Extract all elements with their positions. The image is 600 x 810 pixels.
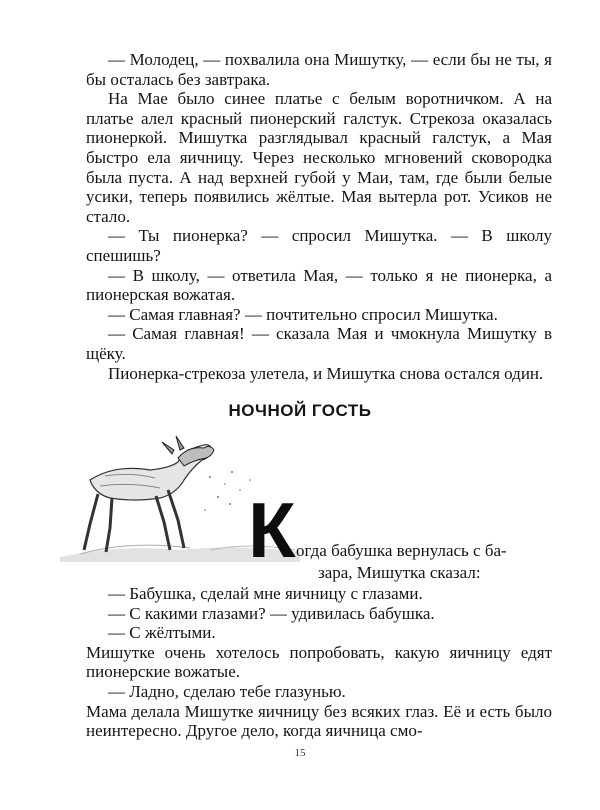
paragraph: — С жёлтыми. bbox=[108, 623, 216, 643]
paragraph: Мишутке очень хотелось попробовать, какую яичницу едят пионерские вожатые. bbox=[86, 642, 552, 682]
paragraph: — Ладно, сделаю тебе глазунью. bbox=[108, 681, 346, 701]
dropcap-line-1: огда бабушка вернулась с ба- bbox=[296, 541, 507, 560]
text-block-top bbox=[86, 50, 552, 383]
paragraph: Пионерка-стрекоза улетела, и Мишутка снова остался один. bbox=[108, 363, 544, 383]
paragraph: — В школу, — ответила Мая, — только я не пионерка, а пионерская вожатая. bbox=[86, 265, 552, 305]
paragraph: — Самая главная! — сказала Мая и чмокнула Мишутку в щёку. bbox=[86, 324, 552, 363]
page-number: 15 bbox=[294, 747, 306, 759]
chapter-title: НОЧНОЙ ГОСТЬ bbox=[228, 401, 372, 420]
text-block-bottom bbox=[86, 584, 552, 741]
drop-cap: К bbox=[248, 486, 296, 574]
paragraph: — Самая главная? — почтительно спросил Мишутка. bbox=[108, 304, 498, 324]
paragraph: Мама делала Мишутке яичницу без всяких глаз. Её и есть было неинтересно. Другое дело, когда яичница смо- bbox=[86, 701, 552, 741]
dropcap-line-2: зара, Мишутка сказал: bbox=[318, 563, 481, 582]
paragraph: На Мае было синее платье с белым воротничком. А на платье алел красный пионерский галстук. Стрекоза оказалась пионеркой. Мишутка разглядывал красный галстук, а Мая быстро ела яичницу. Через несколько мгновений сковородка была пуста. А над верхней губой у Маи, там, где были белые усики, теперь появились жёлтые. Мая вытерла рот. Усиков не стало. bbox=[86, 89, 552, 226]
paragraph: — Бабушка, сделай мне яичницу с глазами. bbox=[108, 584, 423, 603]
paragraph: — С какими глазами? — удивилась бабушка. bbox=[108, 603, 435, 623]
paragraph: — Ты пионерка? — спросил Мишутка. — В школу спешишь? bbox=[86, 226, 552, 265]
paragraph: — Молодец, — похвалила она Мишутку, — если бы не ты, я бы осталась без завтрака. bbox=[86, 50, 552, 89]
